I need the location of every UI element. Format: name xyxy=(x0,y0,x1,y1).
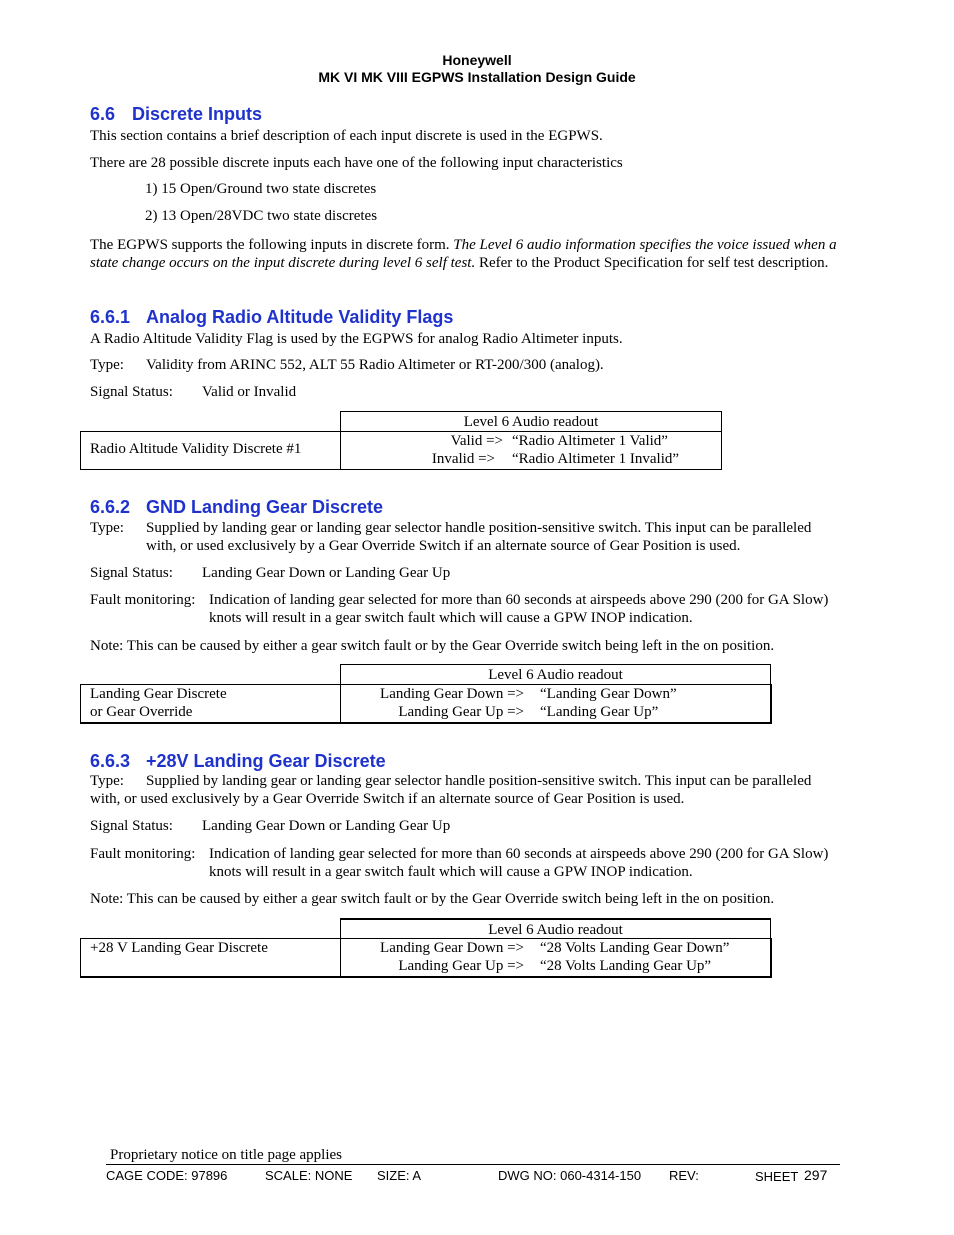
paragraph xyxy=(90,236,860,272)
type-text: Validity from ARINC 552, ALT 55 Radio Altimeter or RT-200/300 (analog). xyxy=(146,357,604,373)
header-company: Honeywell xyxy=(442,52,512,68)
signal-status-text: Landing Gear Down or Landing Gear Up xyxy=(202,565,451,581)
paragraph: A Radio Altitude Validity Flag is used by the EGPWS for analog Radio Altimeter inputs. xyxy=(90,331,623,347)
section-title: Discrete Inputs xyxy=(132,104,263,124)
signal-status-text: Valid or Invalid xyxy=(202,384,297,400)
type-label: Type: xyxy=(90,773,124,789)
list-item: 1) 15 Open/Ground two state discretes xyxy=(145,181,377,197)
paragraph: This section contains a brief description of each input discrete is used in the EGPWS. xyxy=(90,128,603,144)
fault-text: knots will result in a gear switch fault which will cause a GPW INOP indication. xyxy=(209,610,693,626)
table-cell-state: Landing Gear Up => xyxy=(398,958,524,974)
fault-label: Fault monitoring: xyxy=(90,592,196,608)
type-text: Supplied by landing gear or landing gear selector handle position-sensitive switch. This input can be paralleled xyxy=(146,520,812,536)
signal-status-label: Signal Status: xyxy=(90,384,173,400)
size: SIZE: A xyxy=(377,1168,422,1183)
italic-text: The Level 6 audio information specifies the voice issued when a state change occurs on the input discrete during level 6 self test. xyxy=(90,237,837,271)
fault-text: Indication of landing gear selected for more than 60 seconds at airspeeds above 290 (200 for GA Slow) xyxy=(209,592,829,608)
type-text: Supplied by landing gear or landing gear selector handle position-sensitive switch. This input can be paralleled xyxy=(146,773,812,789)
cage-code: CAGE CODE: 97896 xyxy=(106,1168,228,1183)
section-title: Analog Radio Altitude Validity Flags xyxy=(146,307,454,327)
type-text: with, or used exclusively by a Gear Override Switch if an alternate source of Gear Position is used. xyxy=(90,791,685,807)
note: Note: This can be caused by either a gear switch fault or by the Gear Override switch being left in the on position. xyxy=(90,891,775,907)
table-cell-state: Landing Gear Down => xyxy=(380,940,524,956)
type-label: Type: xyxy=(90,357,124,373)
signal-status-label: Signal Status: xyxy=(90,818,173,834)
signal-status-text: Landing Gear Down or Landing Gear Up xyxy=(202,818,451,834)
table-cell-left: Landing Gear Discrete xyxy=(90,686,227,702)
table-cell-audio: “Radio Altimeter 1 Invalid” xyxy=(512,451,680,467)
table-cell-left: Radio Altitude Validity Discrete #1 xyxy=(90,441,302,457)
table-cell-left: +28 V Landing Gear Discrete xyxy=(90,940,268,956)
table-cell-state: Landing Gear Up => xyxy=(398,704,524,720)
note: Note: This can be caused by either a gear switch fault or by the Gear Override switch being left in the on position. xyxy=(90,638,775,654)
audio-table-head xyxy=(340,411,722,432)
type-label: Type: xyxy=(90,520,124,536)
drawing-number: DWG NO: 060-4314-150 xyxy=(498,1168,642,1183)
table-cell-audio: “Radio Altimeter 1 Valid” xyxy=(512,433,668,449)
section-heading-6-6-2 xyxy=(90,497,383,518)
table-cell-audio: “28 Volts Landing Gear Up” xyxy=(540,958,712,974)
table-cell-audio: “28 Volts Landing Gear Down” xyxy=(540,940,730,956)
type-text: with, or used exclusively by a Gear Override Switch if an alternate source of Gear Position is used. xyxy=(146,538,741,554)
table-cell-audio: “Landing Gear Up” xyxy=(540,704,659,720)
fault-text: knots will result in a gear switch fault which will cause a GPW INOP indication. xyxy=(209,864,693,880)
audio-table-head xyxy=(340,918,771,940)
table-cell-state: Valid => xyxy=(450,433,503,449)
section-number: 6.6 xyxy=(90,104,116,124)
header-title: MK VI MK VIII EGPWS Installation Design Guide xyxy=(318,69,636,85)
section-number: 6.6.2 xyxy=(90,497,131,517)
scale: SCALE: NONE xyxy=(265,1168,353,1183)
table-head-text: Level 6 Audio readout xyxy=(463,414,599,430)
revision: REV: xyxy=(669,1168,699,1183)
section-title: +28V Landing Gear Discrete xyxy=(146,751,386,771)
section-number: 6.6.1 xyxy=(90,307,131,327)
text-run: Refer to the Product Specification for self test description. xyxy=(475,255,829,271)
text-run: The EGPWS supports the following inputs in discrete form. xyxy=(90,237,454,253)
footer-rule xyxy=(106,1164,840,1165)
section-title: GND Landing Gear Discrete xyxy=(146,497,384,517)
section-number: 6.6.3 xyxy=(90,751,131,771)
proprietary-notice: Proprietary notice on title page applies xyxy=(110,1147,343,1163)
sheet-number: 297 xyxy=(804,1167,828,1183)
signal-status-label: Signal Status: xyxy=(90,565,173,581)
sheet-label: SHEET xyxy=(755,1169,799,1184)
list-item: 2) 13 Open/28VDC two state discretes xyxy=(145,208,378,224)
table-cell-left: or Gear Override xyxy=(90,704,193,720)
section-heading-6-6-3 xyxy=(90,751,386,772)
table-cell-state: Invalid => xyxy=(431,451,495,467)
table-head-text: Level 6 Audio readout xyxy=(488,922,623,938)
fault-text: Indication of landing gear selected for more than 60 seconds at airspeeds above 290 (200 for GA Slow) xyxy=(209,846,829,862)
table-cell-state: Landing Gear Down => xyxy=(380,686,524,702)
fault-label: Fault monitoring: xyxy=(90,846,196,862)
paragraph: There are 28 possible discrete inputs each have one of the following input characteristics xyxy=(90,155,623,171)
table-head-text: Level 6 Audio readout xyxy=(488,667,623,683)
audio-table-head xyxy=(340,664,771,685)
section-heading-6-6-1 xyxy=(90,307,453,328)
table-cell-audio: “Landing Gear Down” xyxy=(540,686,677,702)
section-heading-6-6 xyxy=(90,104,262,125)
